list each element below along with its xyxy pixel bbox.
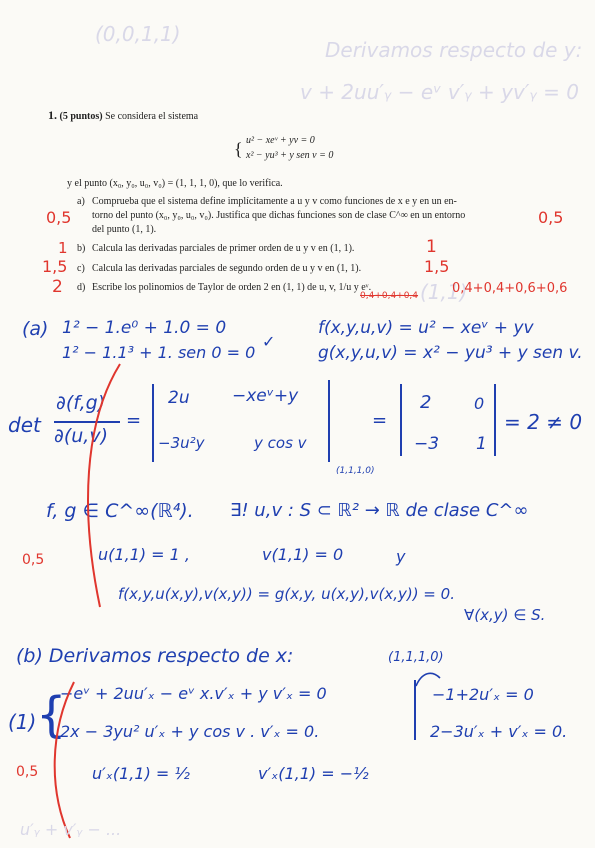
- grade-a-right: 0,5: [538, 208, 564, 227]
- part-a-label: (a): [22, 318, 49, 340]
- v-value: v(1,1) = 0: [262, 545, 344, 564]
- divider-line: [414, 680, 416, 740]
- matrix-value: 2: [420, 392, 432, 413]
- a-check-line1: 1² − 1.e⁰ + 1.0 = 0: [62, 318, 227, 338]
- matrix-value: −3: [414, 434, 440, 454]
- y-word: y: [396, 547, 406, 566]
- grade-c-right: 1,5: [424, 257, 450, 276]
- forall-statement: ∀(x,y) ∈ S.: [464, 606, 546, 624]
- equals-sign: =: [126, 410, 142, 431]
- g-definition: g(x,y,u,v) = x² − yu³ + y sen v.: [318, 343, 583, 363]
- check-mark: ✓: [262, 332, 276, 351]
- bleed-through-text: v + 2uu′ᵧ − eᵛ v′ᵧ + yv′ᵧ = 0: [300, 80, 580, 104]
- det-bar-right: [328, 380, 330, 462]
- b-derivative-eq2: 2x − 3yu² u′ₓ + y cos v . v′ₓ = 0.: [60, 722, 320, 741]
- item-b-line: Calcula las derivadas parciales de primer orden de u y v en (1, 1).: [92, 243, 355, 254]
- point-line: y el punto (x₀, y₀, u₀, v₀) = (1, 1, 1, 0), que lo verifica.: [67, 178, 283, 189]
- f-definition: f(x,y,u,v) = u² − xeᵛ + yv: [318, 318, 534, 338]
- class-statement: f, g ∈ C^∞(ℝ⁴).: [46, 500, 194, 522]
- det-label: det: [8, 413, 41, 437]
- item-a-label: a): [77, 196, 85, 207]
- item-d-label: d): [77, 282, 86, 293]
- system-eq1: u² − xeᵛ + yv = 0: [246, 135, 315, 146]
- bleed-through-text: u′ᵧ + v′ᵧ − ...: [20, 820, 122, 839]
- red-margin-bracket: [44, 680, 84, 840]
- grade-bottom-margin: 0,5: [16, 764, 39, 780]
- b-u-result: u′ₓ(1,1) = ½: [92, 764, 190, 783]
- det-bar-left: [400, 384, 402, 456]
- b-v-result: v′ₓ(1,1) = −½: [258, 764, 369, 783]
- item-a-line: Comprueba que el sistema define implícitamente a u y v como funciones de x e y en un en-: [92, 196, 457, 207]
- jacobian-denominator: ∂(u,v): [54, 425, 108, 447]
- problem-points: (5 puntos): [59, 111, 103, 122]
- matrix-entry: −3u²y: [158, 434, 205, 452]
- grade-mid-margin: 0,5: [22, 552, 45, 568]
- grade-a-left: 0,5: [46, 208, 72, 227]
- matrix-entry: −xeᵛ+y: [232, 386, 299, 406]
- grade-b-right: 1: [426, 237, 437, 257]
- problem-number: 1.: [48, 108, 57, 122]
- item-a-line: del punto (1, 1).: [92, 224, 157, 235]
- item-b-label: b): [77, 243, 86, 254]
- eval-point: (1,1,1,0): [336, 466, 375, 476]
- system-brace: {: [36, 687, 67, 743]
- grade-d-right: 0,4+0,4+0,6+0,6: [452, 281, 568, 296]
- b-derivative-eq1: −eᵛ + 2uu′ₓ − eᵛ x.v′ₓ + y v′ₓ = 0: [60, 684, 327, 703]
- u-value: u(1,1) = 1 ,: [98, 545, 190, 564]
- matrix-value: 1: [476, 434, 487, 454]
- b-result-eq1: −1+2u′ₓ = 0: [432, 685, 534, 704]
- b-result-eq2: 2−3u′ₓ + v′ₓ = 0.: [430, 722, 568, 741]
- bleed-through-text: (0,0,1,1): [95, 22, 181, 46]
- part-b-header: (b) Derivamos respecto de x:: [16, 645, 294, 667]
- bleed-through-text: Derivamos respecto de y:: [325, 38, 583, 62]
- det-bar-right: [494, 384, 496, 456]
- matrix-entry: 2u: [168, 388, 190, 408]
- system-brace: {: [234, 139, 243, 159]
- matrix-entry: y cos v: [254, 434, 307, 452]
- item-a-line: torno del punto (x₀, y₀, u₀, v₀). Justifica que dichas funciones son de clase C^∞ en un entorno: [92, 210, 466, 221]
- bleed-through-text: (1,1): [420, 280, 468, 304]
- implicit-identity: f(x,y,u(x,y),v(x,y)) = g(x,y, u(x,y),v(x,y)) = 0.: [118, 585, 455, 603]
- system-eq2: x² − yu³ + y sen v = 0: [246, 150, 334, 161]
- item-c-line: Calcula las derivadas parciales de segundo orden de u y v en (1, 1).: [92, 263, 362, 274]
- a-check-line2: 1² − 1.1³ + 1. sen 0 = 0: [62, 343, 256, 362]
- item-d-line: Escribe los polinomios de Taylor de orden 2 en (1, 1) de u, v, 1/u y eᵛ.: [92, 282, 372, 293]
- det-bar-left: [152, 384, 154, 462]
- grade-b-left: 1: [58, 239, 68, 257]
- system-tag: (1): [8, 710, 37, 734]
- existence-statement: ∃! u,v : S ⊂ ℝ² → ℝ de clase C^∞: [230, 500, 529, 521]
- problem-intro: Se considera el sistema: [105, 111, 199, 122]
- grade-c-left: 1,5: [42, 257, 68, 276]
- equals-sign: =: [372, 410, 388, 431]
- matrix-value: 0: [474, 394, 485, 413]
- problem-header: [48, 109, 198, 123]
- grade-d-scribble: 0,4+0,4+0,4: [360, 291, 419, 301]
- item-c-label: c): [77, 263, 85, 274]
- grade-d-left: 2: [52, 277, 63, 297]
- b-eval-point: (1,1,1,0): [388, 650, 444, 665]
- red-margin-bracket: [70, 362, 130, 612]
- det-result: = 2 ≠ 0: [504, 410, 583, 434]
- jacobian-numerator: ∂(f,g): [56, 392, 106, 414]
